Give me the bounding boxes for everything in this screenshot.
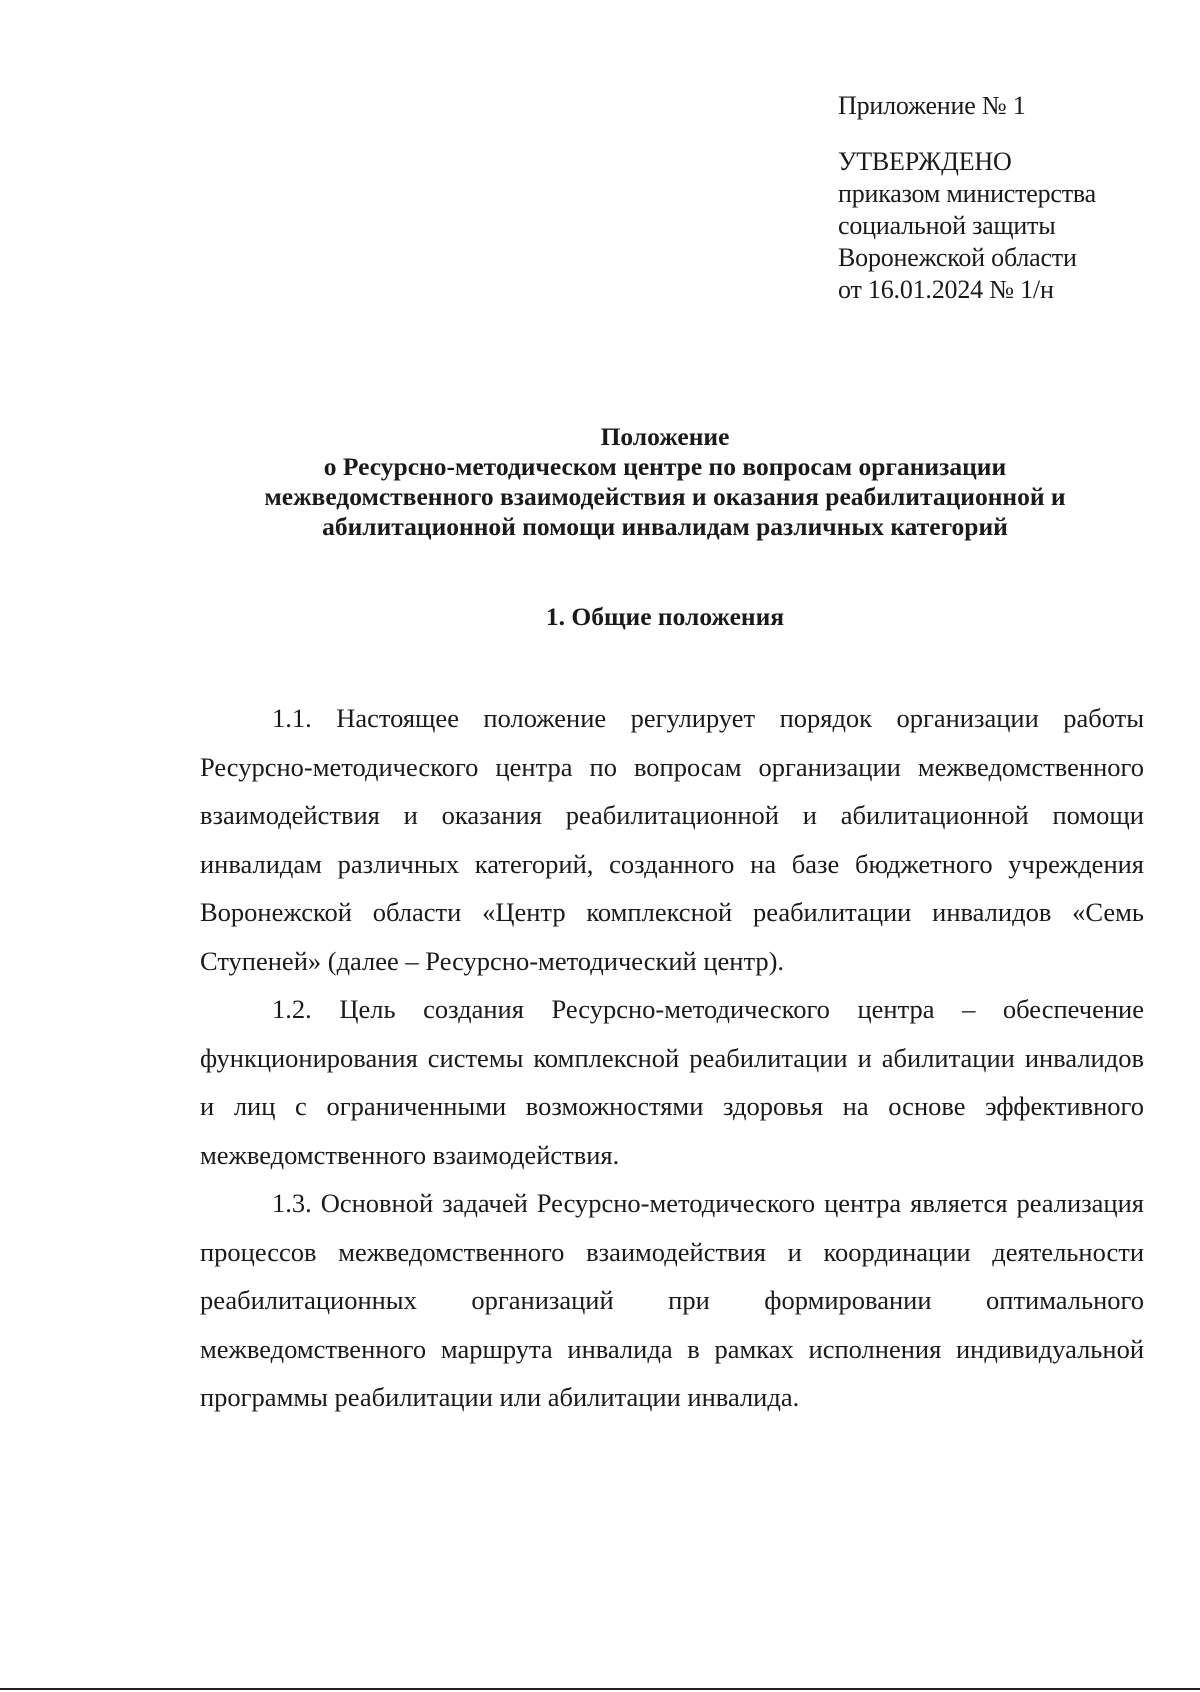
title-line-4: абилитационной помощи инвалидам различных категорий bbox=[322, 512, 1008, 541]
paragraph-1-2: 1.2. Цель создания Ресурсно-методического центра – обеспечение функционирования системы комплексной реабилитации и абилитации инвалидов и лиц с ограниченными возможностями здоровья на основе эффективного межведомственного взаимодействия. bbox=[200, 994, 1144, 1170]
paragraph-1-1: 1.1. Настоящее положение регулирует порядок организации работы Ресурсно-методического центра по вопросам организации межведомственного взаимодействия и оказания реабилитационной и абилитационной помощи инвалидам различных категорий, созданного на базе бюджетного учреждения Воронежской области «Центр комплексной реабилитации инвалидов «Семь Ступеней» (далее – Ресурсно-методический центр). bbox=[200, 703, 1144, 976]
scan-bottom-edge bbox=[0, 1688, 1200, 1690]
approval-stamp-block bbox=[838, 90, 1096, 306]
approval-order-date: от 16.01.2024 № 1/н bbox=[838, 275, 1054, 304]
annex-number: Приложение № 1 bbox=[838, 91, 1026, 120]
approval-line-3: Воронежской области bbox=[838, 243, 1077, 272]
title-line-3: межведомственного взаимодействия и оказания реабилитационной и bbox=[264, 482, 1066, 511]
title-line-1: Положение bbox=[600, 422, 730, 451]
document-title bbox=[150, 422, 1180, 542]
approved-label: УТВЕРЖДЕНО bbox=[838, 147, 1012, 176]
body-text bbox=[200, 694, 1144, 1422]
approval-line-1: приказом министерства bbox=[838, 179, 1096, 208]
paragraph-1-3: 1.3. Основной задачей Ресурсно-методического центра является реализация процессов межведомственного взаимодействия и координации деятельности реабилитационных организаций при формировании оптимального межведомственного маршрута инвалида в рамках исполнения индивидуальной программы реабилитации или абилитации инвалида. bbox=[200, 1188, 1144, 1412]
approval-line-2: социальной защиты bbox=[838, 211, 1056, 240]
title-line-2: о Ресурсно-методическом центре по вопросам организации bbox=[323, 452, 1007, 481]
section-heading: 1. Общие положения bbox=[545, 602, 785, 631]
